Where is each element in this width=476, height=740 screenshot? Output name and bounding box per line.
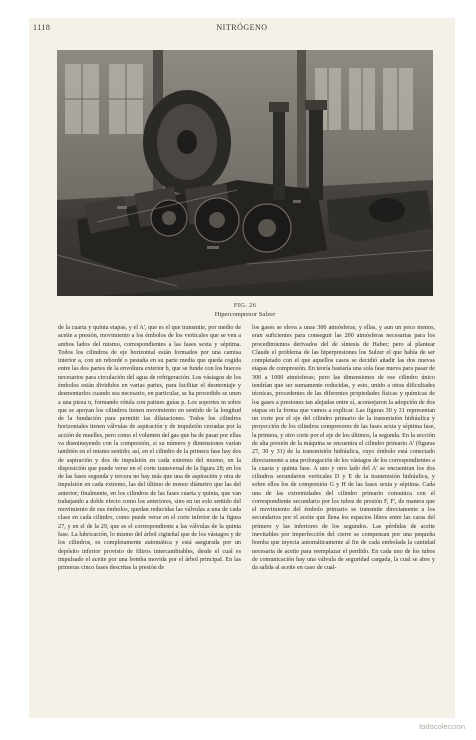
right-column-text: los gases se eleva a unas 300 atmósferas, y ellas, y aun un poco menos, eran suficientes para conseguir las 200 atmósferas necesarias para los procedimientos derivados del de síntesis de Haber; pero al plantear Claude el problema de las hiperpresiones los Sulzer el que había de ser completado con el que aquellos casos se decidió añadir las dos nuevas etapas de compresión. En teoría bastaría una sola fase nueva para pasar de 300 a 1000 atmósferas; pero las dimensiones de ese cilindro único tendrían que ser sumamente reducidas, y esto, unido a otras dificultades técnicas, procedentes de las diferentes propiedades físicas y químicas de los gases a presiones tan alejadas entre sí, aconsejaron la adopción de dos etapas en la forma que vamos a explicar. Las figuras 30 y 31 representan un corte por el eje del cilindro primario de la transmisión hidráulica y proyección de los cilindros compresores de las fases sexta y séptima fase, la primera, y otro corte por el eje de los últimos, la segunda. En la sección de alta presión de la máquina se encuentra el cilindro primario A' (figuras 27, 30 y 31) de la transmisión hidráulica, cuyo émbolo está conectado directamente a una prolongación de los vástagos de los correspondientes a la cuarta y quinta fase. A uno y otro lado del A' se encuentran los dos cilindros secundarios verticales D y E de la transmisión hidráulica, y sobre ellos los de compresión G y H de las fases sexta y séptima. Cada una de las extremidades del cilindro primario comunica con el correspondiente secundario por los tubos de presión F, F', de manera que el movimiento del émbolo primario se transmite directamente a los secundarios por el aceite que llena los espacios libres entre las caras del primero y las inferiores de los segundos. Las pérdidas de aceite inevitables por imperfección del cierre se compensan por una pequeña bomba que inyecta automáticamente al fin de cada embolada la cantidad necesaria de aceite para reemplazar el perdido. En cada uno de los tubos de comunicación hay una válvula de seguridad cargada, la cual se abre y da salida al aceite en caso de cual- [252, 325, 435, 572]
running-title: NITRÓGENO [216, 23, 268, 32]
left-column [58, 324, 241, 696]
right-column [252, 324, 435, 696]
left-column-text: de la cuarta y quinta etapas, y el A', que es el que transmite, por medio de aceite a presión, movimiento a los émbolos de los verticales que se ven a ambos lados del mismo, correspondientes a las fases sexta y séptima. Todos los cilindros de eje horizontal están formados por una camisa interior a, con un rebordé o pestaña en su parte media que queda cogida entre las dos partes de la envoltura exterior b, que se funde con los huecos necesarios para circulación del agua de refrigeración. Los vástagos de los émbolos están divididos en varias partes, para facilitar el desmontaje y desmontarlos cuando sea necesario, en particular, se ha procedido se unen a una pieza n, formando rótula con patines guías p. Los soportes m sobre que se apoyan los cilindros tienen movimiento en sentido de la longitud de la fundación para permitir las dilataciones. Todos los cilindros horizontales tienen válvulas de aspiración y de impulsión cerradas por la acción de muelles, pero como el volumen del gas que ha de pasar por ellas va disminuyendo con la compresión, si su número y dimensiones varían también en el mismo sentido; así, en el cilindro de la primera fase hay dos de aspiración y dos de impulsión en cada extremo del mismo, en la disposición que puede verse en el corte transversal de la figura 28; en los de las fases segunda y tercera no hay más que una de aspiración y otra de impulsión en cada extremo, las del último de menor diámetro que las del anterior; finalmente, en los cilindros de las fases cuarta y quinta, que van trabajando a doble efecto como los anteriores, sino en un solo sentido del movimiento de sus émbolos, quedan reducidas las válvulas a una de cada clase en cada cilindro, como puede verse en el corte inferior de la figura 27, y en el de la 29, que es el correspondiente a las válvulas de la quinta fase. La lubricación, lo mismo del árbol cigüeñal que de los vástagos y de los cilindros, es completamente automática y está asegurada por un depósito inferior provisto de filtros intercambiables, desde el cual es impulsado el aceite por una bomba movida por el árbol principal. En las primeras cinco fases descritas la presión de [58, 325, 241, 572]
body-text [58, 324, 435, 696]
compressor-photo-illustration [57, 50, 433, 296]
running-header [29, 23, 455, 35]
figure-caption: Hipercompresor Sulzer [214, 311, 276, 318]
page-number: 1118 [33, 23, 51, 32]
figure-number: FIG. 26 [233, 302, 257, 309]
watermark: todocoleccion [419, 722, 465, 731]
figure-photograph [57, 50, 433, 296]
